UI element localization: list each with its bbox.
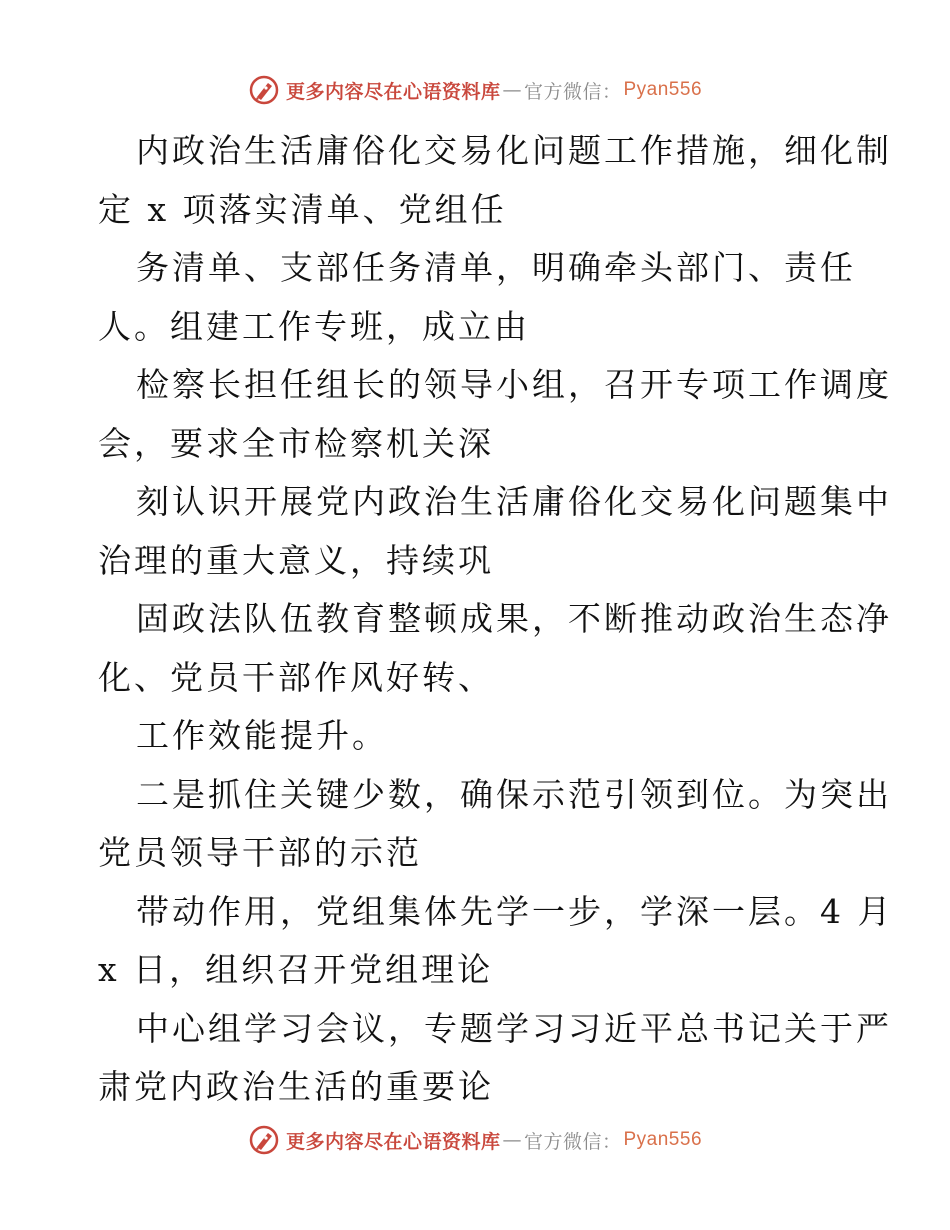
watermark-dash: — [502, 79, 522, 101]
body-line: 工作效能提升。 [136, 716, 388, 755]
watermark-brand: 更多内容尽在心语资料库 [285, 1130, 501, 1153]
watermark-wechat-id: Pyan556 [623, 1129, 703, 1150]
body-line: 固政法队伍教育整顿成果，不断推动政治生态净 [136, 599, 892, 638]
body-line: 定 x 项落实清单、党组任 [98, 189, 507, 229]
body-line: 检察长担任组长的领导小组，召开专项工作调度 [136, 365, 892, 404]
watermark-dash: — [502, 1129, 522, 1151]
body-line: 务清单、支部任务清单，明确牵头部门、责任 [136, 248, 856, 287]
body-line: 内政治生活庸俗化交易化问题工作措施，细化制 [136, 131, 892, 170]
watermark-official-label: 官方微信： [523, 80, 622, 103]
watermark-text [286, 77, 702, 104]
body-line: 会，要求全市检察机关深 [98, 423, 494, 463]
body-line: 化、党员干部作风好转、 [98, 657, 494, 697]
body-line: 人。组建工作专班，成立由 [98, 306, 530, 346]
document-body [98, 122, 894, 1117]
body-line: 二是抓住关键少数，确保示范引领到位。为突出 [136, 774, 892, 814]
body-line: 党员领导干部的示范 [98, 833, 422, 872]
footer-watermark [0, 1122, 950, 1158]
body-line: 刻认识开展党内政治生活庸俗化交易化问题集中 [136, 482, 892, 521]
header-watermark [0, 72, 950, 108]
body-line: 中心组学习会议，专题学习习近平总书记关于严 [136, 1008, 892, 1048]
body-line: x 日，组织召开党组理论 [98, 950, 494, 989]
body-line: 肃党内政治生活的重要论 [98, 1067, 494, 1106]
body-line: 治理的重大意义，持续巩 [98, 540, 494, 580]
watermark-official-label: 官方微信： [523, 1130, 622, 1153]
watermark-brand: 更多内容尽在心语资料库 [285, 80, 501, 103]
watermark-wechat-id: Pyan556 [623, 79, 703, 100]
pen-nib-logo-icon [248, 74, 280, 106]
watermark-text [286, 1127, 702, 1154]
body-line: 带动作用，党组集体先学一步，学深一层。4 月 [136, 891, 894, 931]
pen-nib-logo-icon [248, 1124, 280, 1156]
